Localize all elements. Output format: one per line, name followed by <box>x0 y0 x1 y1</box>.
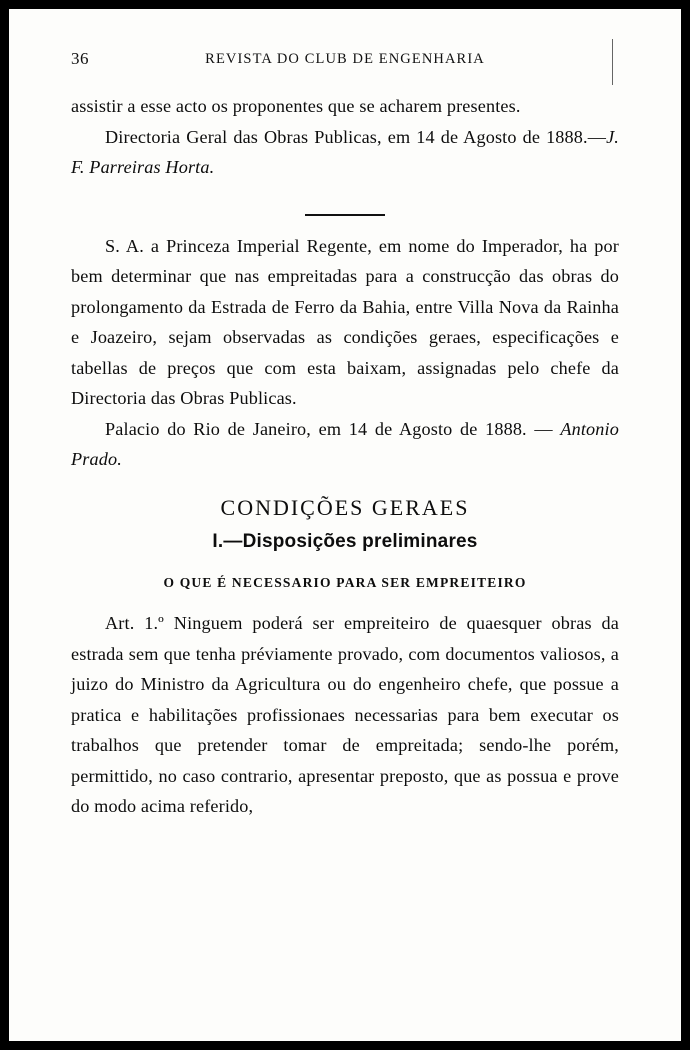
heading-condicoes-geraes: CONDIÇÕES GERAES <box>220 494 470 520</box>
section-divider <box>71 199 619 213</box>
running-head <box>71 43 619 77</box>
paragraph-palacio <box>71 414 619 475</box>
paragraph-artigo-1: Art. 1.º Ninguem poderá ser empreiteiro de quaesquer obras da estrada sem que tenha préviamente provado, com documentos valiosos, a juizo do Ministro da Agricultura ou do engenheiro chefe, que possue a pratica e habilitações profissionaes necessarias para bem executar os trabalhos que pretender tomar de empreitada; sendo-lhe porém, permittido, no caso contrario, apresentar preposto, que as possua e prove do modo acima referido, <box>71 613 619 816</box>
page-body <box>71 91 619 822</box>
paragraph-palacio-text: Palacio do Rio de Janeiro, em 14 de Agosto de 1888. — <box>105 418 561 439</box>
signature-antonio-prado: Antonio Prado. <box>71 418 619 469</box>
paragraph-directoria-text: Directoria Geral das Obras Publicas, em 14 de Agosto de 1888.— <box>105 126 607 147</box>
page-number: 36 <box>71 49 89 68</box>
paragraph-princeza: S. A. a Princeza Imperial Regente, em nome do Imperador, ha por bem determinar que nas empreitadas para a construcção das obras do prolongamento da Estrada de Ferro da Bahia, entre Villa Nova da Rainha e Joazeiro, sejam observadas as condições geraes, especificações e tabellas de preços que com esta baixam, assignadas pelo chefe da Directoria das Obras Publicas. <box>71 235 619 408</box>
signature-parreiras-horta: J. F. Parreiras Horta. <box>71 126 619 177</box>
page-paper <box>9 9 681 1041</box>
paragraph-directoria <box>71 122 619 183</box>
divider-rule-icon <box>305 214 385 216</box>
heading-disposicoes-preliminares: I.—Disposições preliminares <box>212 531 478 552</box>
paragraph-continuation: assistir a esse acto os proponentes que se acharem presentes. <box>71 96 521 116</box>
margin-rule-mark <box>612 39 614 85</box>
running-head-title: REVISTA DO CLUB DE ENGENHARIA <box>205 51 485 67</box>
heading-o-que-e-necessario: O QUE É NECESSARIO PARA SER EMPREITEIRO <box>163 574 527 590</box>
